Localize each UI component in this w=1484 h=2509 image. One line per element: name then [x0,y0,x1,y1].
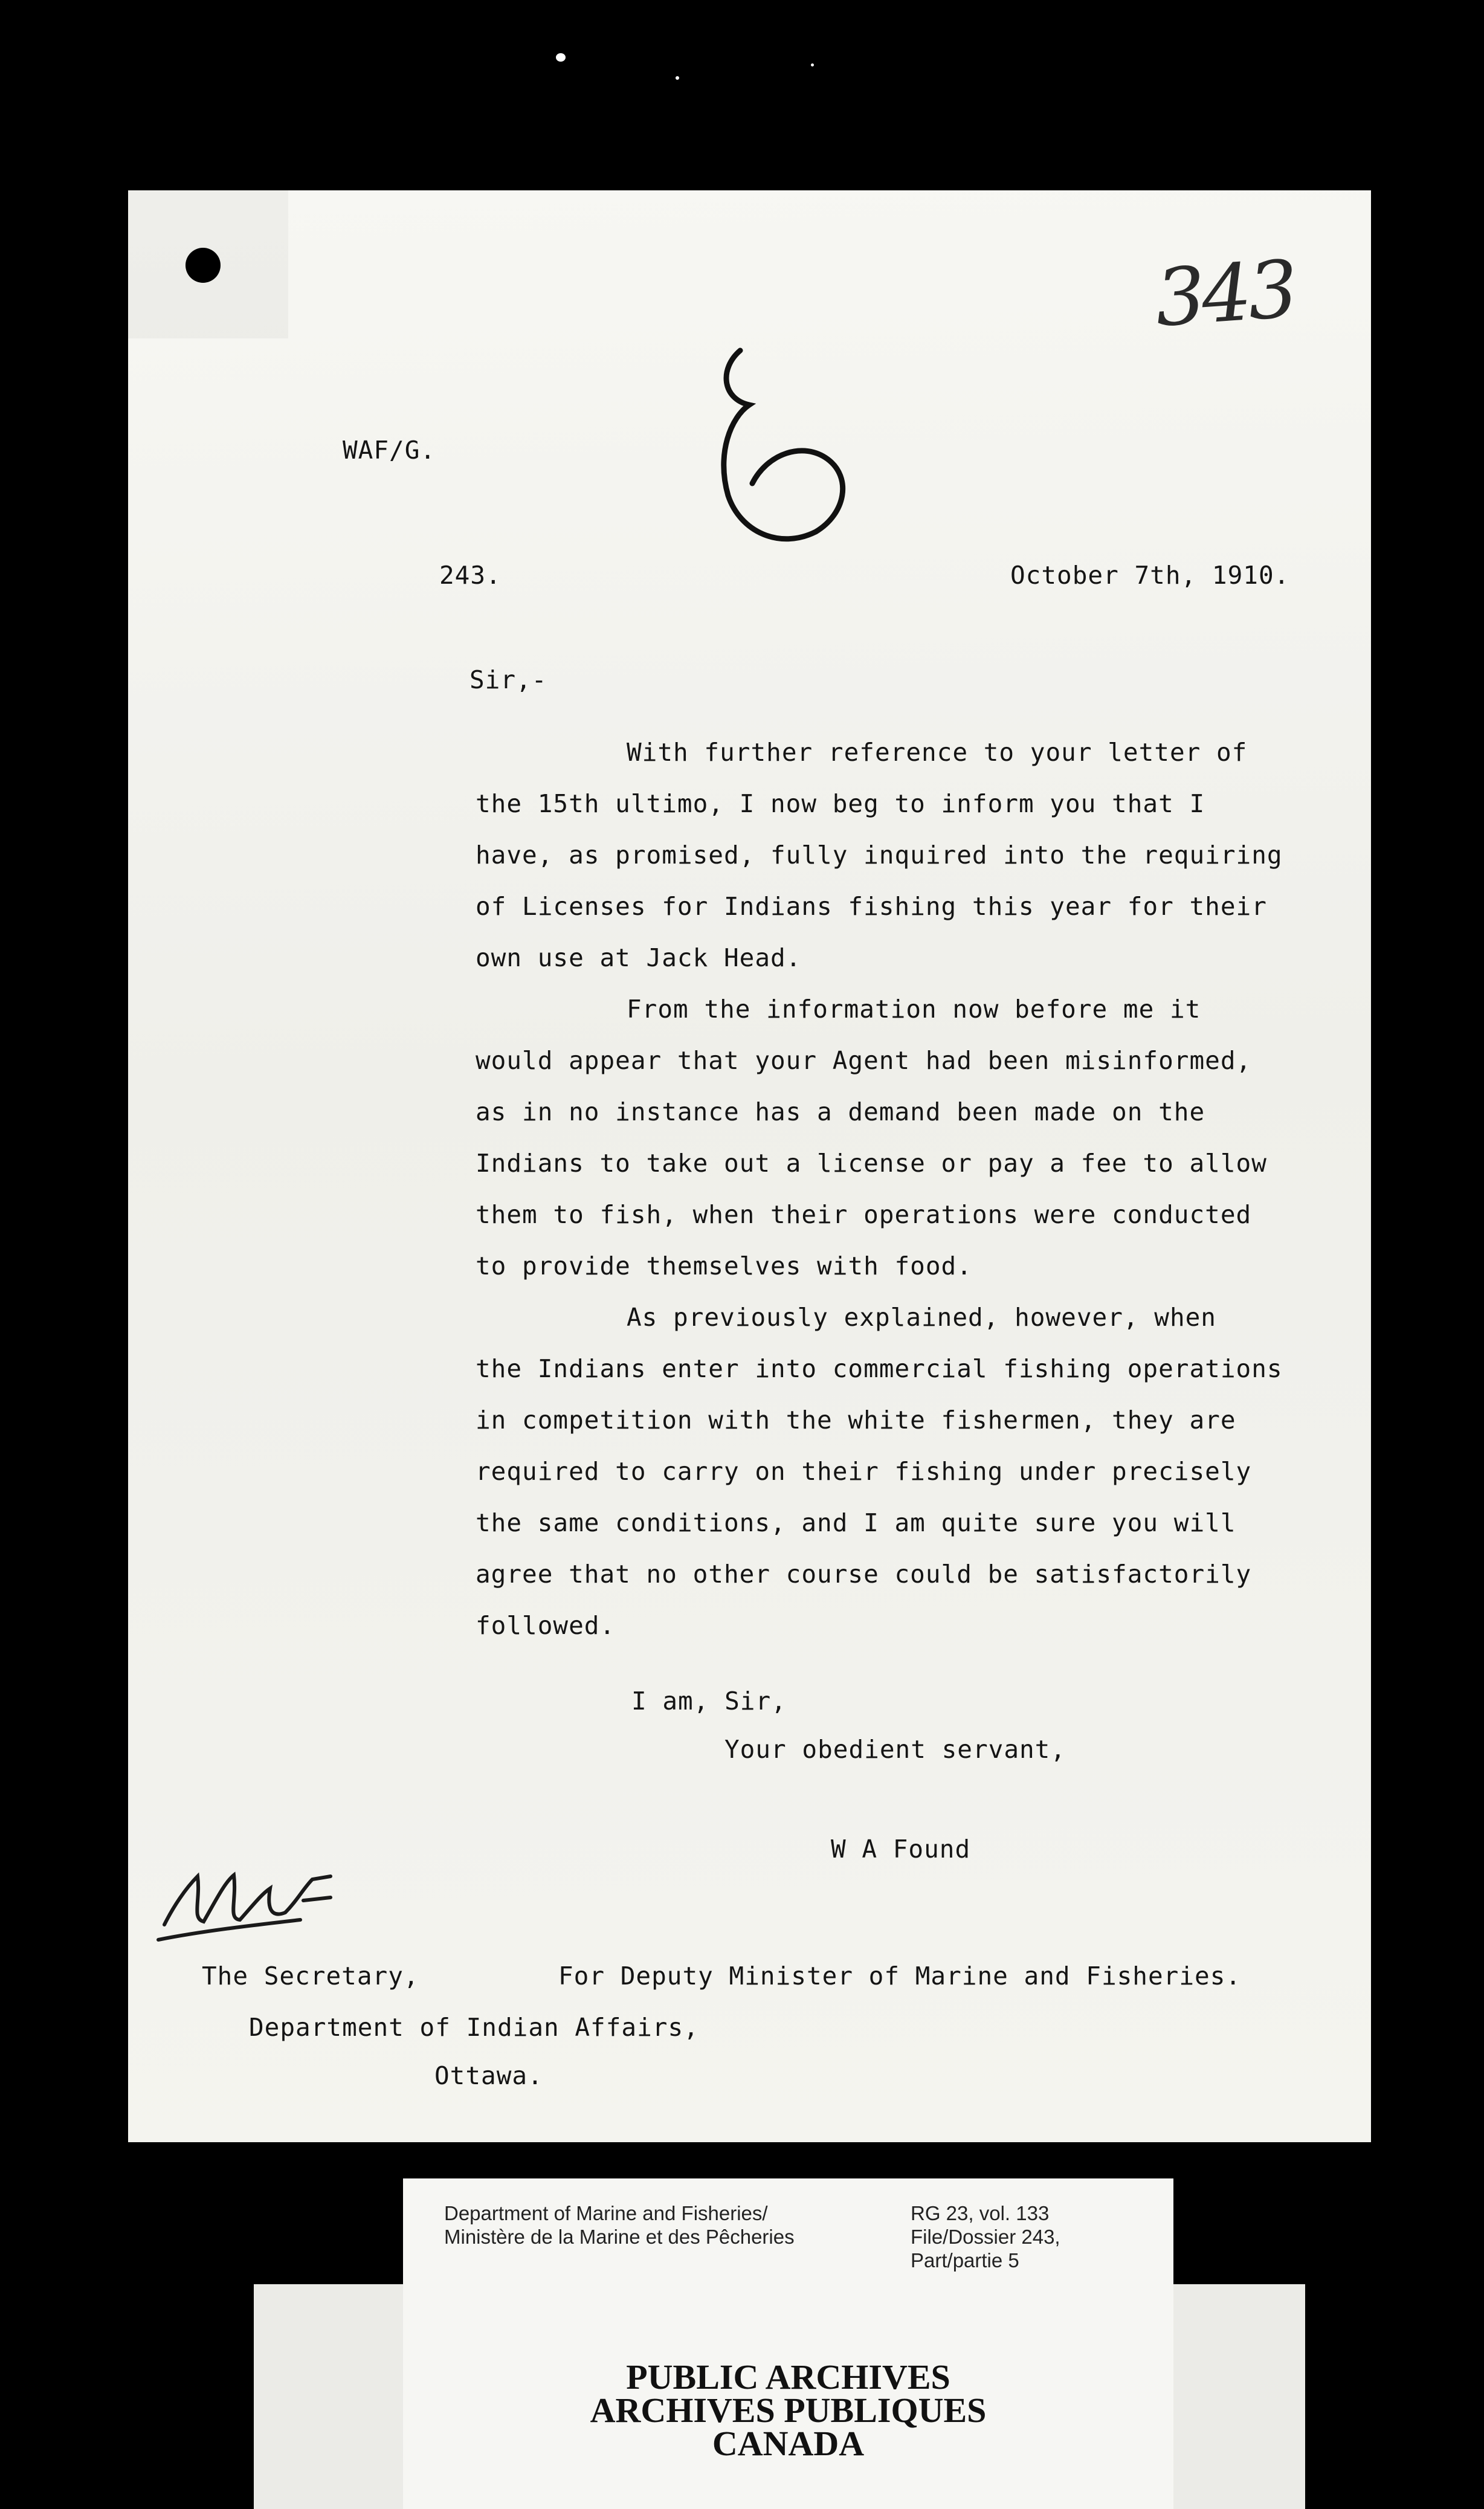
body-line: agree that no other course could be satisfactorily [476,1560,1252,1589]
archive-label [403,2178,1173,2509]
body-line: in competition with the white fishermen, they are [476,1406,1236,1435]
letter-page [128,190,1371,2142]
body-line: of Licenses for Indians fishing this year for their [476,892,1267,921]
signature-initials [149,1852,349,1955]
handwritten-mark [707,332,864,574]
label-department-fr: Ministère de la Marine et des Pêcheries [444,2226,795,2248]
folio-number: 343 [1152,243,1298,344]
body-line: the 15th ultimo, I now beg to inform you that I [476,789,1205,818]
film-speck [556,53,566,62]
body-line: to provide themselves with food. [476,1251,972,1280]
archives-stamp-line-3: CANADA [712,2424,865,2463]
body-line: own use at Jack Head. [476,943,802,972]
film-speck [811,63,814,66]
body-line: With further reference to your letter of [627,738,1248,767]
body-line: the Indians enter into commercial fishing operations [476,1354,1283,1383]
file-number: 243. [439,561,502,590]
label-department-en: Department of Marine and Fisheries/ [444,2202,768,2224]
label-ref-volume: RG 23, vol. 133 [911,2202,1050,2224]
signatory-name: W A Found [831,1835,971,1864]
addressee-department: Department of Indian Affairs, [249,2013,699,2042]
closing-line: I am, Sir, [631,1687,787,1716]
reference-code: WAF/G. [343,436,436,465]
signatory-title: For Deputy Minister of Marine and Fisheries. [558,1962,1242,1991]
label-ref-file: File/Dossier 243, [911,2226,1060,2248]
punch-hole [186,248,221,283]
body-line: as in no instance has a demand been made on the [476,1097,1205,1126]
archives-stamp-line-1: PUBLIC ARCHIVES [626,2357,950,2397]
body-line: would appear that your Agent had been misinformed, [476,1046,1252,1075]
body-line: followed. [476,1611,616,1640]
body-line: have, as promised, fully inquired into the requiring [476,841,1283,870]
body-line: them to fish, when their operations were conducted [476,1200,1252,1229]
addressee-title: The Secretary, [202,1962,419,1991]
addressee-city: Ottawa. [434,2061,543,2090]
closing-servant: Your obedient servant, [724,1735,1066,1764]
archives-stamp-line-2: ARCHIVES PUBLIQUES [590,2391,987,2430]
body-line: As previously explained, however, when [627,1303,1216,1332]
letter-date: October 7th, 1910. [1010,561,1290,590]
body-line: required to carry on their fishing under precisely [476,1457,1252,1486]
body-line: Indians to take out a license or pay a fee to allow [476,1149,1267,1178]
film-speck [676,76,679,80]
body-line: From the information now before me it [627,995,1201,1024]
label-ref-part: Part/partie 5 [911,2249,1019,2272]
salutation: Sir,- [469,665,547,694]
body-line: the same conditions, and I am quite sure you will [476,1508,1236,1537]
